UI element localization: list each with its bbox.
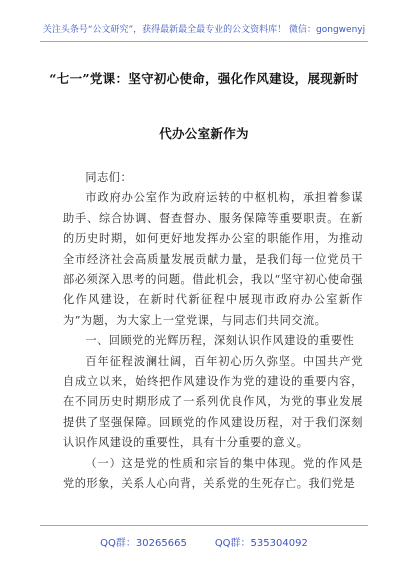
paragraph: 市政府办公室作为政府运转的中枢机构，承担着参谋助手、综合协调、督查督办、服务保障等重要职责。在新的历史时期，如何更好地发挥办公室的职能作用，为推动全市经济社会高质量发展贡献力量，是我们每一位党员干部必须深入思考的问题。借此机会，我以“坚守初心使命强化作风建设，在新时代新征程中展现市政府办公室新作为”为题，为大家上一堂党课，与同志们共同交流。 [63,191,363,327]
paragraph: 百年征程波澜壮阔，百年初心历久弥坚。中国共产党自成立以来，始终把作风建设作为党的建设的重要内容，在不同历史时期形成了一系列优良作风，为党的事业发展提供了坚强保障。回顾党的作风建设历程，对于我们深刻认识作风建设的重要性，具有十分重要的意义。 [63,354,363,450]
footer-divider [40,525,368,526]
page-header: 关注头条号“公文研究”，获得最新最全最专业的公文资料库！ 微信：gongwenyj [42,25,366,35]
header-divider [40,41,368,42]
footer-qq-group-1: QQ群：30265665 [100,538,187,549]
document-body [63,168,363,495]
salutation: 同志们： [85,171,133,184]
page-footer [0,534,408,549]
document-title-line1: “七一”党课：坚守初心使命，强化作风建设，展现新时 [49,71,359,86]
footer-qq-group-2: QQ群：535304092 [214,538,308,549]
paragraph: （一）这是党的性质和宗旨的集中体现。党的作风是党的形象，关系人心向背，关系党的生死存亡。我们党是 [63,456,363,491]
document-title-line2: 代办公室新作为 [159,126,249,141]
section-heading: 一、回顾党的光辉历程，深刻认识作风建设的重要性 [85,334,355,348]
